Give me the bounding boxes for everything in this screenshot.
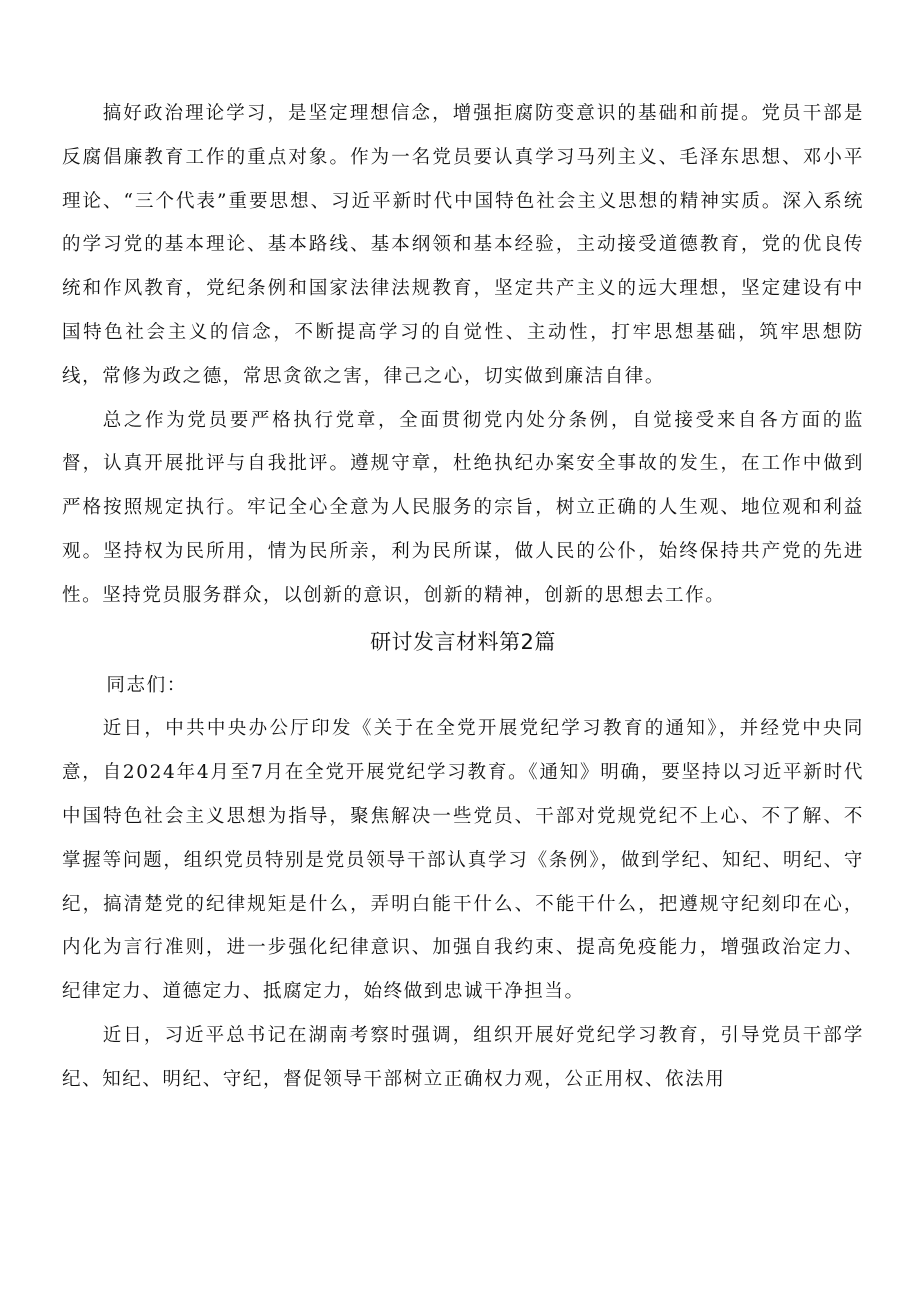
greeting: 同志们： [106,674,187,696]
section-heading: 研讨发言材料第2篇 [370,629,556,654]
body-paragraph-1: 搞好政治理论学习，是坚定理想信念，增强拒腐防变意识的基础和前提。党员干部是反腐倡廉教育工作的重点对象。作为一名党员要认真学习马列主义、毛泽东思想、邓小平理论、“三个代表”重要思想、习近平新时代中国特色社会主义思想的精神实质。深入系统的学习党的基本理论、基本路线、基本纲领和基本经验，主动接受道德教育，党的优良传统和作风教育，党纪条例和国家法律法规教育，坚定共产主义的远大理想，坚定建设有中国特色社会主义的信念，不断提高学习的自觉性、主动性，打牢思想基础，筑牢思想防线，常修为政之德，常思贪欲之害，律己之心，切实做到廉洁自律。 [62,103,864,387]
body-paragraph-3: 近日，中共中央办公厅印发《关于在全党开展党纪学习教育的通知》，并经党中央同意，自2024年4月至7月在全党开展党纪学习教育。《通知》明确，要坚持以习近平新时代中国特色社会主义思想为指导，聚焦解决一些党员、干部对党规党纪不上心、不了解、不掌握等问题，组织党员特别是党员领导干部认真学习《条例》，做到学纪、知纪、明纪、守纪，搞清楚党的纪律规矩是什么，弄明白能干什么、不能干什么，把遵规守纪刻印在心，内化为言行准则，进一步强化纪律意识、加强自我约束、提高免疫能力，增强政治定力、纪律定力、道德定力、抵腐定力，始终做到忠诚干净担当。 [62,718,864,1003]
body-paragraph-2: 总之作为党员要严格执行党章，全面贯彻党内处分条例，自觉接受来自各方面的监督，认真开展批评与自我批评。遵规守章，杜绝执纪办案安全事故的发生，在工作中做到严格按照规定执行。牢记全心全意为人民服务的宗旨，树立正确的人生观、地位观和利益观。坚持权为民所用，情为民所亲，利为民所谋，做人民的公仆，始终保持共产党的先进性。坚持党员服务群众，以创新的意识，创新的精神，创新的思想去工作。 [62,409,864,606]
body-paragraph-4: 近日，习近平总书记在湖南考察时强调，组织开展好党纪学习教育，引导党员干部学纪、知纪、明纪、守纪，督促领导干部树立正确权力观，公正用权、依法用 [62,1024,864,1090]
document-page [62,92,864,1102]
